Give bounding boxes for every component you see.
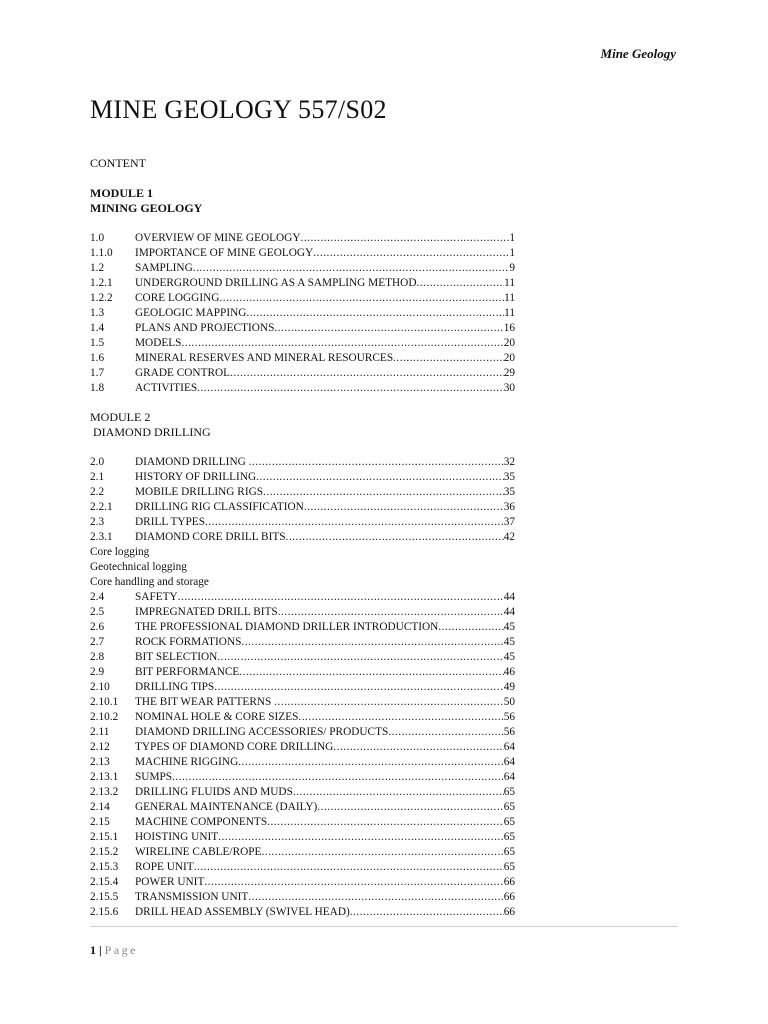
toc-leader-dots [256,470,504,485]
toc-entry-page: 66 [503,891,515,903]
toc-entry-number: 2.3 [90,516,105,528]
toc-entry-title: GENERAL MAINTENANCE (DAILY) [135,801,318,813]
toc-entry-title: BIT SELECTION [135,651,218,663]
toc-entry [90,321,515,336]
page-number: 1 [90,943,96,957]
toc-entry [90,785,515,800]
toc-entry-title: SAMPLING [135,262,193,274]
toc-entry-page: 65 [503,801,515,813]
toc-entry-page: 45 [503,636,515,648]
toc-leader-dots [214,680,504,695]
toc-leader-dots [293,785,504,800]
toc-entry-title: DRILL TYPES [135,516,205,528]
toc-entry-page: 32 [503,456,515,468]
toc-leader-dots [304,500,504,515]
toc-entry-number: 1.7 [90,367,105,379]
toc-entry-number: 1.2 [90,262,105,274]
toc-entry-title: DRILL HEAD ASSEMBLY (SWIVEL HEAD) [135,906,350,918]
toc-entry-page: 56 [503,726,515,738]
toc-subheading: Core handling and storage [90,576,209,588]
toc-entry-number: 2.9 [90,666,105,678]
toc-leader-dots [197,381,504,396]
toc-entry-page: 11 [504,307,515,319]
toc-entry [90,635,515,650]
toc-entry [90,351,515,366]
toc-entry-number: 2.0 [90,456,105,468]
toc-entry-title: IMPORTANCE OF MINE GEOLOGY [135,247,314,259]
toc-leader-dots [172,770,504,785]
toc-entry-page: 45 [503,621,515,633]
toc-leader-dots [274,695,504,710]
toc-entry-number: 1.3 [90,307,105,319]
toc-leader-dots [261,845,503,860]
toc-entry-title: MACHINE COMPONENTS [135,816,268,828]
toc-entry [90,515,515,530]
toc-entry-number: 2.15.2 [90,846,119,858]
toc-entry-title: MINERAL RESERVES AND MINERAL RESOURCES [135,352,394,364]
toc-entry-page: 30 [503,382,515,394]
toc-entry [90,800,515,815]
toc-entry [90,381,515,396]
toc-leader-dots [298,710,503,725]
toc-leader-dots [194,860,504,875]
toc-leader-dots [230,366,504,381]
toc-entry-title: THE PROFESSIONAL DIAMOND DRILLER INTRODUCTION [135,621,439,633]
toc-entry [90,261,515,276]
toc-leader-dots [286,530,504,545]
toc-entry [90,276,515,291]
toc-leader-dots [274,321,503,336]
toc-leader-dots [301,231,510,246]
toc-leader-dots [249,455,504,470]
toc-entry-title: GEOLOGIC MAPPING [135,307,247,319]
toc-entry-number: 2.7 [90,636,105,648]
toc-entry-page: 36 [503,501,515,513]
toc-leader-dots [317,800,503,815]
toc-entry-title: IMPREGNATED DRILL BITS [135,606,278,618]
toc-entry-page: 65 [503,846,515,858]
toc-entry-title: DRILLING RIG CLASSIFICATION [135,501,304,513]
module1-heading [90,186,202,216]
toc-entry-title: DRILLING TIPS [135,681,215,693]
toc-leader-dots [267,815,504,830]
toc-entry-title: WIRELINE CABLE/ROPE [135,846,262,858]
toc-entry-page: 49 [503,681,515,693]
toc-leader-dots [388,725,503,740]
toc-entry [90,620,515,635]
toc-entry-title: DIAMOND DRILLING ACCESSORIES/ PRODUCTS [135,726,389,738]
toc-entry [90,830,515,845]
module2-heading [90,410,211,440]
toc-leader-dots [219,291,504,306]
toc-entry-page: 44 [503,591,515,603]
toc-entry [90,500,515,515]
toc-entry-title: UNDERGROUND DRILLING AS A SAMPLING METHOD [135,277,417,289]
toc-entry-number: 2.14 [90,801,110,813]
toc-entry-title: DRILLING FLUIDS AND MUDS [135,786,293,798]
toc-entry-number: 2.10.1 [90,696,119,708]
toc-leader-dots [313,246,509,261]
toc-entry-page: 66 [503,876,515,888]
toc-entry-number: 2.5 [90,606,105,618]
toc-entry-title: MACHINE RIGGING [135,756,239,768]
toc-entry-title: POWER UNIT [135,876,205,888]
toc-entry [90,455,515,470]
toc-entry-page: 1 [509,247,515,259]
toc-entry-title: ROCK FORMATIONS [135,636,242,648]
toc-entry-page: 20 [503,352,515,364]
toc-leader-dots [238,755,503,770]
toc-entry-number: 2.11 [90,726,110,738]
toc-entry-page: 11 [504,277,515,289]
toc-entry-title: DIAMOND DRILLING [135,456,249,468]
toc-entry-page: 9 [509,262,515,274]
toc-entry-title: SUMPS [135,771,173,783]
toc-entry [90,815,515,830]
toc-entry [90,755,515,770]
toc-entry-page: 16 [503,322,515,334]
page-word: Page [104,943,138,957]
toc-entry [90,246,515,261]
toc-entry [90,845,515,860]
toc-entry-page: 64 [503,771,515,783]
toc-leader-dots [181,336,503,351]
footer-divider [90,926,678,927]
toc-entry-number: 2.4 [90,591,105,603]
toc-entry-page: 35 [503,486,515,498]
toc-entry [90,291,515,306]
toc-entry-page: 44 [503,606,515,618]
toc-entry-title: NOMINAL HOLE & CORE SIZES [135,711,299,723]
toc-entry-number: 2.15.4 [90,876,119,888]
toc-entry-number: 2.10.2 [90,711,119,723]
toc-entry-title: TYPES OF DIAMOND CORE DRILLING [135,741,334,753]
module1-subtitle: MINING GEOLOGY [90,201,203,215]
toc-entry [90,366,515,381]
toc-leader-dots [350,905,504,920]
toc-entry-number: 1.2.1 [90,277,113,289]
toc-entry-title: MODELS [135,337,182,349]
toc-entry [90,770,515,785]
toc-subheading: Core logging [90,546,150,558]
toc-leader-dots [205,515,504,530]
toc-entry [90,695,515,710]
toc-entry [90,890,515,905]
toc-entry [90,231,515,246]
toc-entry-page: 46 [503,666,515,678]
toc-entry-number: 1.0 [90,232,105,244]
toc-entry [90,740,515,755]
toc-entry [90,590,515,605]
toc-leader-dots [193,261,510,276]
toc-entry [90,875,515,890]
toc-entry [90,725,515,740]
toc-entry [90,860,515,875]
toc-leader-dots [263,485,504,500]
toc-entry-page: 56 [503,711,515,723]
toc-entry-page: 1 [509,232,515,244]
toc-entry-page: 66 [503,906,515,918]
toc-entry-page: 11 [504,292,515,304]
toc-leader-dots [278,605,504,620]
toc-entry [90,306,515,321]
toc-entry-number: 1.5 [90,337,105,349]
toc-leader-dots [393,351,504,366]
module1-toc [90,231,515,396]
toc-entry-page: 42 [503,531,515,543]
toc-leader-dots [218,830,504,845]
toc-entry-title: BIT PERFORMANCE [135,666,240,678]
toc-leader-dots [178,590,504,605]
toc-entry [90,710,515,725]
toc-entry-title: THE BIT WEAR PATTERNS [135,696,275,708]
toc-entry-number: 2.1 [90,471,105,483]
toc-entry-title: DIAMOND CORE DRILL BITS [135,531,286,543]
toc-entry-number: 2.13.1 [90,771,119,783]
toc-entry [90,650,515,665]
toc-leader-dots [417,276,505,291]
toc-entry-page: 50 [503,696,515,708]
toc-entry-number: 2.15.5 [90,891,119,903]
toc-entry-page: 64 [503,741,515,753]
toc-entry-number: 2.15.6 [90,906,119,918]
toc-entry-page: 37 [503,516,515,528]
toc-entry-number: 2.13 [90,756,110,768]
toc-leader-dots [239,665,503,680]
toc-entry [90,336,515,351]
toc-entry [90,665,515,680]
toc-entry-number: 1.6 [90,352,105,364]
toc-leader-dots [333,740,503,755]
toc-leader-dots [217,650,503,665]
toc-entry [90,530,515,545]
toc-entry-number: 2.3.1 [90,531,113,543]
running-header: Mine Geology [600,46,676,61]
content-label: CONTENT [90,156,146,170]
toc-entry-title: GRADE CONTROL [135,367,231,379]
toc-entry-number: 2.6 [90,621,105,633]
toc-subheading: Geotechnical logging [90,561,187,573]
toc-entry-page: 64 [503,756,515,768]
module2-subtitle: DIAMOND DRILLING [90,425,211,439]
toc-entry-page: 65 [503,816,515,828]
toc-entry-number: 1.2.2 [90,292,113,304]
toc-entry-title: HISTORY OF DRILLING [135,471,257,483]
toc-entry [90,485,515,500]
toc-entry-number: 2.12 [90,741,110,753]
toc-leader-dots [248,890,503,905]
toc-entry-title: PLANS AND PROJECTIONS [135,322,275,334]
toc-entry-title: ROPE UNIT [135,861,194,873]
toc-leader-dots [246,306,504,321]
toc-entry-number: 1.1.0 [90,247,113,259]
toc-entry-page: 29 [503,367,515,379]
toc-entry-page: 65 [503,861,515,873]
toc-entry-number: 2.13.2 [90,786,119,798]
toc-entry-page: 65 [503,831,515,843]
toc-leader-dots [241,635,503,650]
toc-entry-title: OVERVIEW OF MINE GEOLOGY [135,232,301,244]
toc-entry [90,470,515,485]
toc-entry [90,680,515,695]
module2-toc [90,455,515,920]
toc-entry-number: 1.8 [90,382,105,394]
toc-entry-number: 2.8 [90,651,105,663]
toc-entry [90,905,515,920]
toc-entry [90,605,515,620]
toc-entry-page: 65 [503,786,515,798]
toc-leader-dots [438,620,503,635]
toc-entry-number: 2.2.1 [90,501,113,513]
toc-entry-title: TRANSMISSION UNIT [135,891,249,903]
toc-entry-title: SAFETY [135,591,178,603]
toc-entry-title: MOBILE DRILLING RIGS [135,486,264,498]
footer-separator: | [99,943,102,957]
toc-entry-number: 2.10 [90,681,110,693]
toc-entry-page: 45 [503,651,515,663]
module1-label: MODULE 1 [90,186,153,200]
toc-entry-number: 2.15 [90,816,110,828]
toc-entry-title: CORE LOGGING [135,292,220,304]
toc-leader-dots [204,875,503,890]
toc-entry-title: HOISTING UNIT [135,831,219,843]
toc-entry-number: 2.15.3 [90,861,119,873]
module2-label: MODULE 2 [90,410,151,424]
toc-entry-page: 20 [503,337,515,349]
page-footer [90,943,138,958]
toc-entry-number: 2.2 [90,486,105,498]
toc-entry-number: 1.4 [90,322,105,334]
toc-entry-number: 2.15.1 [90,831,119,843]
toc-entry-page: 35 [503,471,515,483]
document-title: MINE GEOLOGY 557/S02 [90,95,387,124]
toc-entry-title: ACTIVITIES [135,382,198,394]
